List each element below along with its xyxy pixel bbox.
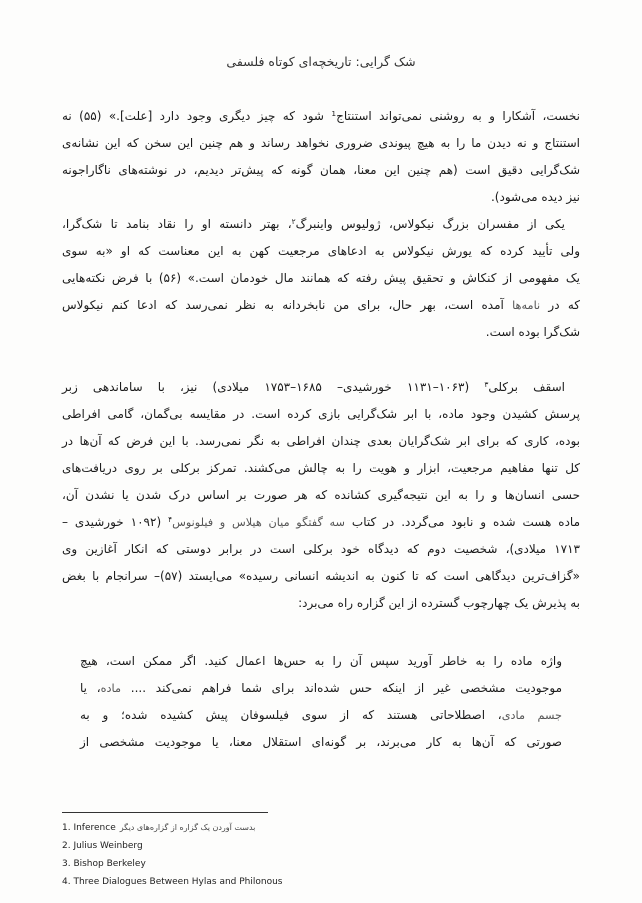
text-line: ولی تأیید کرده که یورش نیکولاس به ادعاهای مرجعیت کهن به این معناست که او «به سوی: [62, 244, 580, 258]
text-span: نخست، آشکارا و به روشنی نمی‌تواند استنتاج: [336, 109, 580, 123]
text-line: نیز دیده می‌شود).: [490, 190, 580, 204]
text-span: شود که چیز دیگری وجود دارد [علت].» (۵۵) نه: [62, 109, 332, 123]
footnotes: [62, 819, 582, 891]
text-line: [62, 374, 580, 401]
text-line: [62, 103, 580, 130]
text-line: استنتاج و نه دیدن ما را به هیچ پیوندی ضروری نخواهد رساند و هم چنین این سخن که این نشانه‌ی: [62, 136, 580, 150]
emphasized-word: ماده: [100, 682, 122, 695]
text-span: یکی از مفسران بزرگ نیکولاس، ژولیوس واینبرگ: [295, 217, 566, 231]
text-line: شک‌گرایی دقیق است (هم چنین این معنا، همان گونه که پیش‌تر دیدیم، در نوشته‌های ناگاراجونه: [62, 163, 580, 177]
text-span: آمده است، بهر حال، برای من نابخردانه به نظر نمی‌رسد که ادعا کنم نیکولاس: [62, 298, 513, 312]
text-line: «گزاف‌ترین دیدگاهی است که تا کنون به اندیشه انسانی رسیده» می‌ایستد (۵۷)– سرانجام با بغض: [62, 569, 580, 583]
text-span: ، بهتر دانسته او را نقاد بنامد تا شک‌گرا،: [62, 217, 292, 231]
text-span: ماده هست شده و نابود می‌گردد. در کتاب: [344, 515, 580, 529]
footnote-marker: ۴: [168, 514, 173, 524]
text-line: ۱۷۱۳ میلادی)، شخصیت دوم که دیدگاه خود برکلی است در برابر دوستی که انکار آغازین وی: [62, 542, 580, 556]
footnote-rule: [62, 812, 268, 813]
footnote-term: 1. Inference: [62, 823, 116, 833]
text-line: [62, 292, 580, 319]
footnote-item: 3. Bishop Berkeley: [62, 859, 146, 869]
text-line: یک مفهومی از کنکاش و تحقیق پیش رفته که همانند مال خودمان است.» (۵۶) با فرض نکته‌هایی: [62, 271, 580, 285]
footnote-marker: 1: [331, 108, 337, 118]
text-line: [62, 211, 580, 238]
footnote-item: [62, 819, 582, 837]
text-line: صورتی که آن‌ها به کار می‌برند، بر گونه‌ای استقلال معنا، یا موجودیت مشخصی از: [80, 735, 562, 749]
footnote-item: 2. Julius Weinberg: [62, 841, 143, 851]
text-line: کل تنها مفاهیم مرجعیت، ابزار و هویت را به چالش می‌کشند. تمرکز برکلی بر روی دریافت‌های: [62, 461, 580, 475]
footnote-marker: ۳: [484, 379, 489, 389]
page-header: شک گرایی: تاریخچه‌ای کوتاه فلسفی: [226, 54, 416, 69]
text-line: پرسش کشیدن وجود ماده، با ابر شک‌گرایی بازی کرده است. در مقایسه بی‌گمان، گامی افراطی: [62, 407, 580, 421]
paragraph: [62, 211, 580, 346]
book-title: سه گفتگو میان هیلاس و فیلونوس: [172, 516, 345, 529]
paragraph: [62, 374, 580, 617]
text-span: ، یا: [80, 681, 101, 695]
text-span: ، اصطلاحاتی هستند که از سوی فیلسوفان پیش کشیده شده؛ و به: [80, 708, 502, 722]
text-line: [80, 675, 562, 702]
text-line: شک‌گرا بوده است.: [485, 325, 580, 339]
text-line: [80, 702, 562, 729]
text-span: موجودیت مشخصی غیر از اینکه حس شده‌اند برای شما فراهم نمی‌کند ....: [121, 681, 562, 695]
text-line: بوده، کاری که برای ابر شک‌گرایان بعدی چندان افراطی به نگر نمی‌رسد. با این فرض که آن‌ها در: [62, 434, 580, 448]
footnote-marker: ۲: [291, 216, 296, 226]
text-span: اسقف برکلی: [488, 380, 565, 394]
emphasized-word: جسم مادی: [501, 709, 562, 722]
text-span: که در: [540, 298, 580, 312]
text-line: حسی انسان‌ها و را به این نتیجه‌گیری کشانده که هر صورت بر اساس درک شدن یا نشدن آن،: [62, 488, 580, 502]
footnote-gloss: بدست آوردن یک گزاره از گزاره‌های دیگر: [119, 823, 256, 832]
main-text: [62, 103, 580, 756]
paragraph: [62, 103, 580, 211]
footnote-item: 4. Three Dialogues Between Hylas and Philonous: [62, 877, 283, 887]
text-span: (۱۰۹۲ خورشیدی –: [62, 515, 169, 529]
block-quote: [80, 648, 562, 756]
text-line: واژه ماده را به خاطر آورید سپس آن را به حس‌ها اعمال کنید. اگر ممکن است، هیچ: [80, 654, 562, 668]
text-span: (۱۰۶۳–۱۱۳۱ خورشیدی– ۱۶۸۵–۱۷۵۳ میلادی) نیز، با ساماندهی زبر: [62, 380, 485, 394]
text-line: به پذیرش یک چهارچوب گسترده از این گزاره راه می‌برد:: [298, 596, 580, 610]
text-line: [62, 509, 580, 536]
emphasized-word: نامه‌ها: [512, 299, 541, 312]
